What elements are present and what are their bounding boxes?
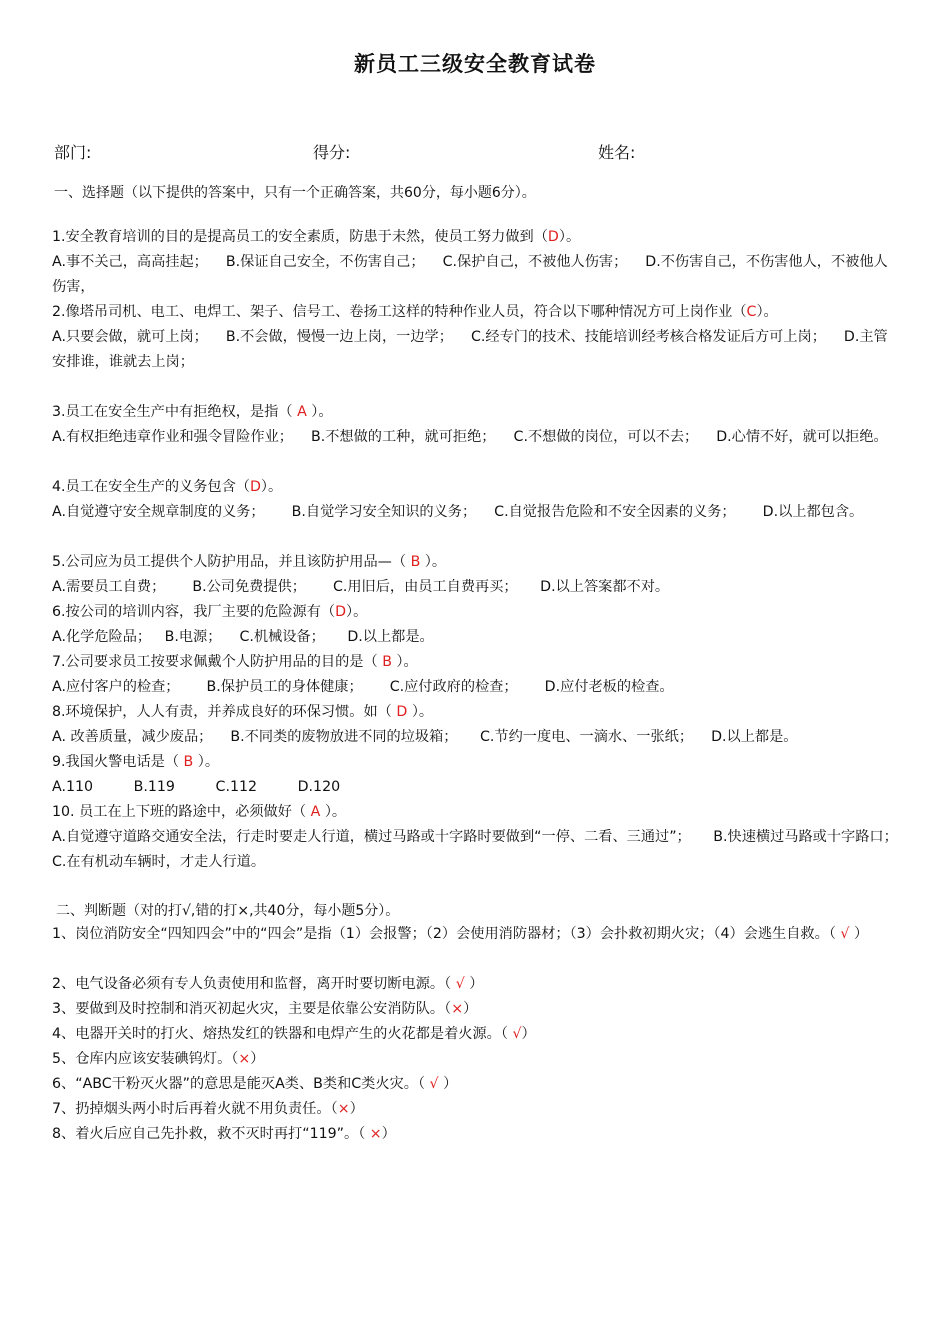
judgment-tail: ） <box>438 1076 458 1092</box>
dept-field-label: 部门: <box>54 143 92 162</box>
section1-heading: 一、选择题（以下提供的答案中，只有一个正确答案，共60分，每小题6分）。 <box>54 185 536 201</box>
judgment-tail: ） <box>463 1001 478 1017</box>
judgment-item-5 <box>52 1047 900 1072</box>
question-stem: 3.员工在安全生产中有拒绝权，是指（ <box>52 404 298 420</box>
answer-mark: C <box>746 304 757 320</box>
question-stem: 7.公司要求员工按要求佩戴个人防护用品的目的是（ <box>52 654 383 670</box>
question-options: A.化学危险品； B.电源； C.机械设备； D.以上都是。 <box>52 629 434 645</box>
question-stem-end: ）。 <box>193 754 220 770</box>
question-stem-end: ）。 <box>320 804 347 820</box>
judgment-tail: ） <box>521 1026 536 1042</box>
answer-mark: A <box>297 404 307 420</box>
question-9 <box>52 750 900 800</box>
question-stem: 1.安全教育培训的目的是提高员工的安全素质，防患于未然，使员工努力做到（ <box>52 229 548 245</box>
question-3 <box>52 400 900 450</box>
question-stem: 8.环境保护，人人有责，并养成良好的环保习惯。如（ <box>52 704 397 720</box>
judgment-item-3 <box>52 997 900 1022</box>
judgment-mark: × <box>337 1101 350 1117</box>
question-10 <box>52 800 921 875</box>
judgment-text: 5、仓库内应该安装碘钨灯。（ <box>52 1051 239 1067</box>
judgment-mark: √ <box>512 1026 522 1042</box>
question-options: A.110 B.119 C.112 D.120 <box>52 779 341 795</box>
judgment-item-2 <box>52 972 900 997</box>
judgment-mark: √ <box>840 926 850 942</box>
judgment-tail: ） <box>349 1101 364 1117</box>
answer-mark: B <box>183 754 194 770</box>
judgment-item-7 <box>52 1097 900 1122</box>
judgment-text: 7、扔掉烟头两小时后再着火就不用负责任。（ <box>52 1101 338 1117</box>
question-stem: 6.按公司的培训内容，我厂主要的危险源有（ <box>52 604 336 620</box>
judgment-item-1 <box>52 922 900 947</box>
judgment-tail: ） <box>250 1051 265 1067</box>
judgment-mark: × <box>451 1001 464 1017</box>
question-stem-end: ）。 <box>346 604 368 620</box>
score-field-label: 得分: <box>313 143 351 162</box>
question-options: A.自觉遵守道路交通安全法，行走时要走人行道，横过马路或十字路时要做到“一停、二看、三通过”； B.快速横过马路或十字路口； C.在有机动车辆时，才走人行道。 <box>52 829 921 870</box>
answer-mark: A <box>310 804 321 820</box>
judgment-mark: × <box>238 1051 251 1067</box>
question-options: A.自觉遵守安全规章制度的义务； B.自觉学习安全知识的义务； C.自觉报告危险和不安全因素的义务； D.以上都包含。 <box>52 504 864 520</box>
question-options: A.需要员工自费； B.公司免费提供； C.用旧后，由员工自费再买； D.以上答案都不对。 <box>52 579 670 595</box>
judgment-text: 1、岗位消防安全“四知四会”中的“四会”是指（1）会报警；（2）会使用消防器材；（3）会扑救初期火灾；（4）会逃生自救。（ <box>52 926 841 942</box>
question-options: A.事不关己，高高挂起； B.保证自己安全，不伤害自己； C.保护自己，不被他人伤害； D.不伤害自己，不伤害他人，不被他人伤害， <box>52 254 888 295</box>
question-stem-end: ）。 <box>407 704 434 720</box>
judgment-item-4 <box>52 1022 900 1047</box>
question-7 <box>52 650 900 700</box>
judgment-mark: √ <box>429 1076 439 1092</box>
question-stem: 9.我国火警电话是（ <box>52 754 184 770</box>
question-stem-end: ）。 <box>391 654 418 670</box>
question-stem: 4.员工在安全生产的义务包含（ <box>52 479 250 495</box>
question-stem-end: ）。 <box>260 479 283 495</box>
question-5 <box>52 550 900 600</box>
question-stem-end: ）。 <box>420 554 447 570</box>
question-4 <box>52 475 900 525</box>
judgment-mark: √ <box>455 976 465 992</box>
question-stem: 5.公司应为员工提供个人防护用品，并且该防护用品—（ <box>52 554 411 570</box>
header-fields <box>0 140 950 164</box>
judgment-text: 8、着火后应自己先扑救，救不灭时再打“119”。（ <box>52 1126 370 1142</box>
section2-heading: 二、判断题（对的打√,错的打×,共40分，每小题5分）。 <box>56 903 400 919</box>
judgment-text: 6、“ABC干粉灭火器”的意思是能灭A类、B类和C类火灾。（ <box>52 1076 430 1092</box>
judgment-tail: ） <box>464 976 484 992</box>
question-6 <box>52 600 900 650</box>
judgment-text: 4、电器开关时的打火、熔热发红的铁器和电焊产生的火花都是着火源。（ <box>52 1026 513 1042</box>
question-1 <box>52 225 900 300</box>
answer-mark: D <box>547 229 559 245</box>
answer-mark: B <box>382 654 392 670</box>
page-title: 新员工三级安全教育试卷 <box>354 52 596 76</box>
question-stem: 10. 员工在上下班的路途中，必须做好（ <box>52 804 311 820</box>
question-options: A.有权拒绝违章作业和强令冒险作业； B.不想做的工种，就可拒绝； C.不想做的岗位，可以不去； D.心情不好，就可以拒绝。 <box>52 429 888 445</box>
judgment-item-6 <box>52 1072 900 1097</box>
answer-mark: D <box>249 479 261 495</box>
answer-mark: D <box>396 704 408 720</box>
judgment-tail: ） <box>849 926 869 942</box>
judgment-text: 3、要做到及时控制和消灭初起火灾，主要是依靠公安消防队。（ <box>52 1001 452 1017</box>
question-stem-end: ）。 <box>306 404 333 420</box>
question-options: A.应付客户的检查； B.保护员工的身体健康； C.应付政府的检查； D.应付老板的检查。 <box>52 679 674 695</box>
question-stem-end: ）。 <box>756 304 778 320</box>
judgment-tail: ） <box>381 1126 396 1142</box>
question-8 <box>52 700 900 750</box>
judgment-item-8 <box>52 1122 900 1147</box>
answer-mark: B <box>410 554 421 570</box>
question-2 <box>52 300 900 375</box>
answer-mark: D <box>335 604 347 620</box>
question-options: A.只要会做，就可上岗； B.不会做，慢慢一边上岗，一边学； C.经专门的技术、技能培训经考核合格发证后方可上岗； D.主管安排谁，谁就去上岗； <box>52 329 888 370</box>
question-options: A. 改善质量，减少废品； B.不同类的废物放进不同的垃圾箱； C.节约一度电、一滴水、一张纸； D.以上都是。 <box>52 729 798 745</box>
question-stem-end: ）。 <box>558 229 581 245</box>
question-stem: 2.像塔吊司机、电工、电焊工、架子、信号工、卷扬工这样的特种作业人员，符合以下哪种情况方可上岗作业（ <box>52 304 747 320</box>
judgment-mark: × <box>369 1126 382 1142</box>
name-field-label: 姓名: <box>598 143 636 162</box>
judgment-text: 2、电气设备必须有专人负责使用和监督，离开时要切断电源。（ <box>52 976 456 992</box>
